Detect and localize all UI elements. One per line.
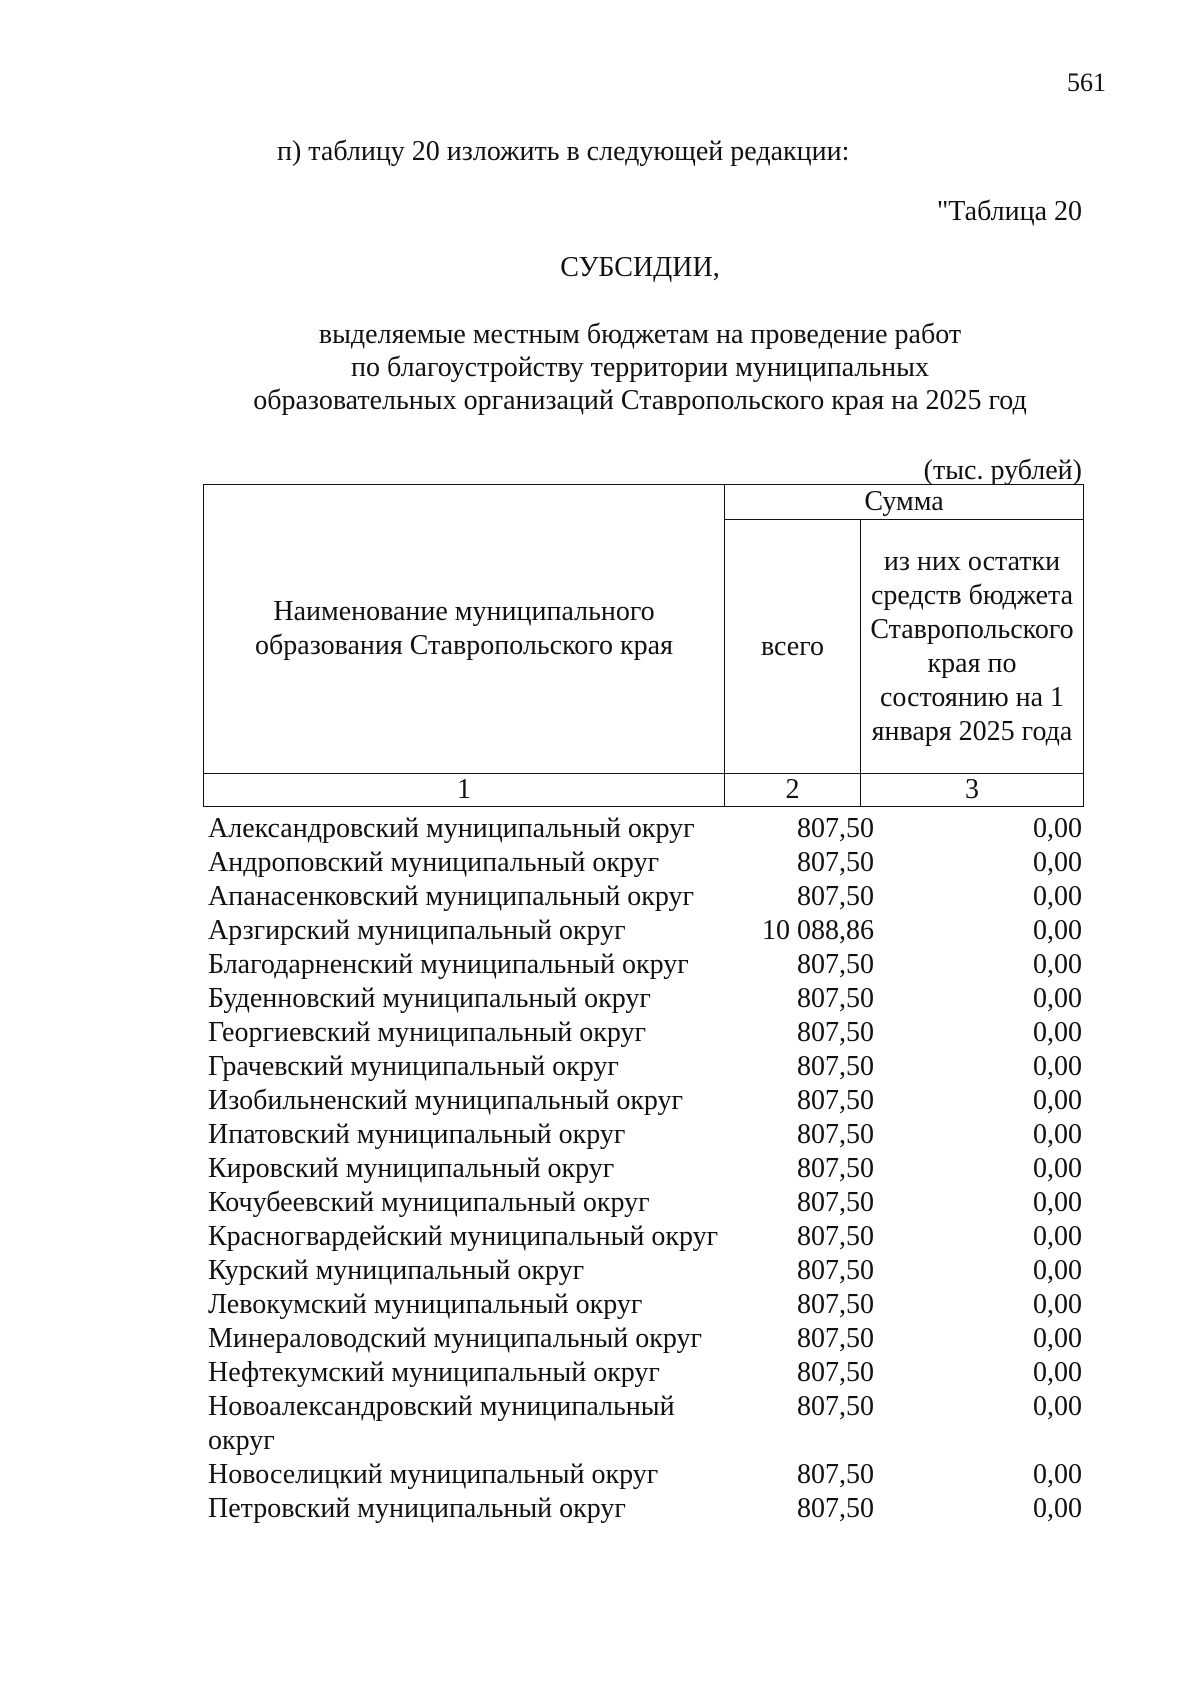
subtitle-line-2: по благоустройству территории муниципальных (351, 352, 929, 383)
row-name: Георгиевский муниципальный округ (208, 1017, 646, 1048)
row-total: 807,50 (797, 1357, 874, 1388)
row-total: 807,50 (797, 881, 874, 912)
row-rest: 0,00 (1033, 1493, 1082, 1524)
row-rest: 0,00 (1033, 1051, 1082, 1082)
table-row (208, 1050, 1084, 1084)
row-rest: 0,00 (1033, 1153, 1082, 1184)
table-row (208, 1016, 1084, 1050)
row-name: Буденновский муниципальный округ (208, 983, 651, 1014)
row-rest: 0,00 (1033, 1187, 1082, 1218)
row-rest: 0,00 (1033, 1459, 1082, 1490)
row-name: Благодарненский муниципальный округ (208, 949, 689, 980)
row-rest: 0,00 (1033, 847, 1082, 878)
row-name: Апанасенковский муниципальный округ (208, 881, 695, 912)
table-row (208, 812, 1084, 846)
row-total: 807,50 (797, 1459, 874, 1490)
table-row (208, 1084, 1084, 1118)
row-rest: 0,00 (1033, 1289, 1082, 1320)
table-row (208, 1118, 1084, 1152)
row-total: 807,50 (797, 813, 874, 844)
row-rest: 0,00 (1033, 1391, 1082, 1422)
instruction-text: п) таблицу 20 изложить в следующей редакции: (277, 136, 850, 167)
row-rest: 0,00 (1033, 1085, 1082, 1116)
table-row (208, 1458, 1084, 1492)
table-body (208, 812, 1084, 1526)
row-rest: 0,00 (1033, 1357, 1082, 1388)
row-rest: 0,00 (1033, 1323, 1082, 1354)
row-name: Новоалександровский муниципальный округ (208, 1391, 675, 1456)
row-name: Кировский муниципальный округ (208, 1153, 615, 1184)
row-total: 807,50 (797, 1017, 874, 1048)
table-row (208, 1492, 1084, 1526)
row-rest: 0,00 (1033, 1119, 1082, 1150)
document-subtitle (0, 318, 1200, 417)
row-name: Нефтекумский муниципальный округ (208, 1357, 660, 1388)
row-total: 807,50 (797, 1221, 874, 1252)
table-row (208, 1322, 1084, 1356)
row-rest: 0,00 (1033, 1221, 1082, 1252)
row-total: 10 088,86 (762, 915, 874, 946)
row-rest: 0,00 (1033, 881, 1082, 912)
row-name: Курский муниципальный округ (208, 1255, 585, 1286)
row-name: Новоселицкий муниципальный округ (208, 1459, 659, 1490)
header-sum-group: Сумма (725, 485, 1084, 520)
table-row (208, 846, 1084, 880)
row-rest: 0,00 (1033, 949, 1082, 980)
row-total: 807,50 (797, 1391, 874, 1422)
header-name-column (204, 485, 725, 774)
row-rest: 0,00 (1033, 1255, 1082, 1286)
row-total: 807,50 (797, 1255, 874, 1286)
row-total: 807,50 (797, 847, 874, 878)
table-row (208, 880, 1084, 914)
subtitle-line-1: выделяемые местным бюджетам на проведение работ (318, 319, 962, 350)
table-row (208, 1186, 1084, 1220)
row-name: Красногвардейский муниципальный округ (208, 1221, 719, 1252)
table-row (208, 1220, 1084, 1254)
subtitle-line-3: образовательных организаций Ставропольского края на 2025 год (253, 385, 1027, 416)
table-row (208, 1254, 1084, 1288)
row-name: Александровский муниципальный округ (208, 813, 695, 844)
row-name: Изобильненский муниципальный округ (208, 1085, 684, 1116)
row-rest: 0,00 (1033, 813, 1082, 844)
table-reference: "Таблица 20 (936, 196, 1082, 227)
row-name: Грачевский муниципальный округ (208, 1051, 619, 1082)
row-name: Левокумский муниципальный округ (208, 1289, 643, 1320)
row-total: 807,50 (797, 1493, 874, 1524)
column-number-3: 3 (861, 774, 1084, 807)
row-total: 807,50 (797, 1187, 874, 1218)
row-total: 807,50 (797, 1289, 874, 1320)
row-rest: 0,00 (1033, 915, 1082, 946)
header-rest-text: из них остатки средств бюджета Ставропольского края по состоянию на 1 января 2025 года (870, 545, 1074, 747)
row-rest: 0,00 (1033, 1017, 1082, 1048)
table-row (208, 1152, 1084, 1186)
row-total: 807,50 (797, 983, 874, 1014)
row-name: Андроповский муниципальный округ (208, 847, 660, 878)
row-name: Кочубеевский муниципальный округ (208, 1187, 650, 1218)
table-row (208, 914, 1084, 948)
row-rest: 0,00 (1033, 983, 1082, 1014)
row-total: 807,50 (797, 1051, 874, 1082)
table-header (203, 484, 1084, 807)
document-title: СУБСИДИИ, (560, 252, 720, 283)
row-name: Арзгирский муниципальный округ (208, 915, 626, 946)
table-row (208, 1356, 1084, 1390)
page-number: 561 (1067, 68, 1106, 97)
header-name-text: Наименование муниципального образования Ставропольского края (255, 596, 673, 661)
row-total: 807,50 (797, 949, 874, 980)
row-total: 807,50 (797, 1085, 874, 1116)
row-total: 807,50 (797, 1323, 874, 1354)
column-number-2: 2 (725, 774, 861, 807)
row-total: 807,50 (797, 1153, 874, 1184)
units-label: (тыс. рублей) (923, 455, 1082, 486)
table-row (208, 948, 1084, 982)
row-name: Минераловодский муниципальный округ (208, 1323, 702, 1354)
header-rest-column (861, 520, 1084, 774)
row-total: 807,50 (797, 1119, 874, 1150)
row-name: Петровский муниципальный округ (208, 1493, 626, 1524)
table-row (208, 1390, 1084, 1458)
column-number-1: 1 (204, 774, 725, 807)
header-total-column: всего (725, 520, 861, 774)
row-name: Ипатовский муниципальный округ (208, 1119, 626, 1150)
table-row (208, 1288, 1084, 1322)
table-row (208, 982, 1084, 1016)
